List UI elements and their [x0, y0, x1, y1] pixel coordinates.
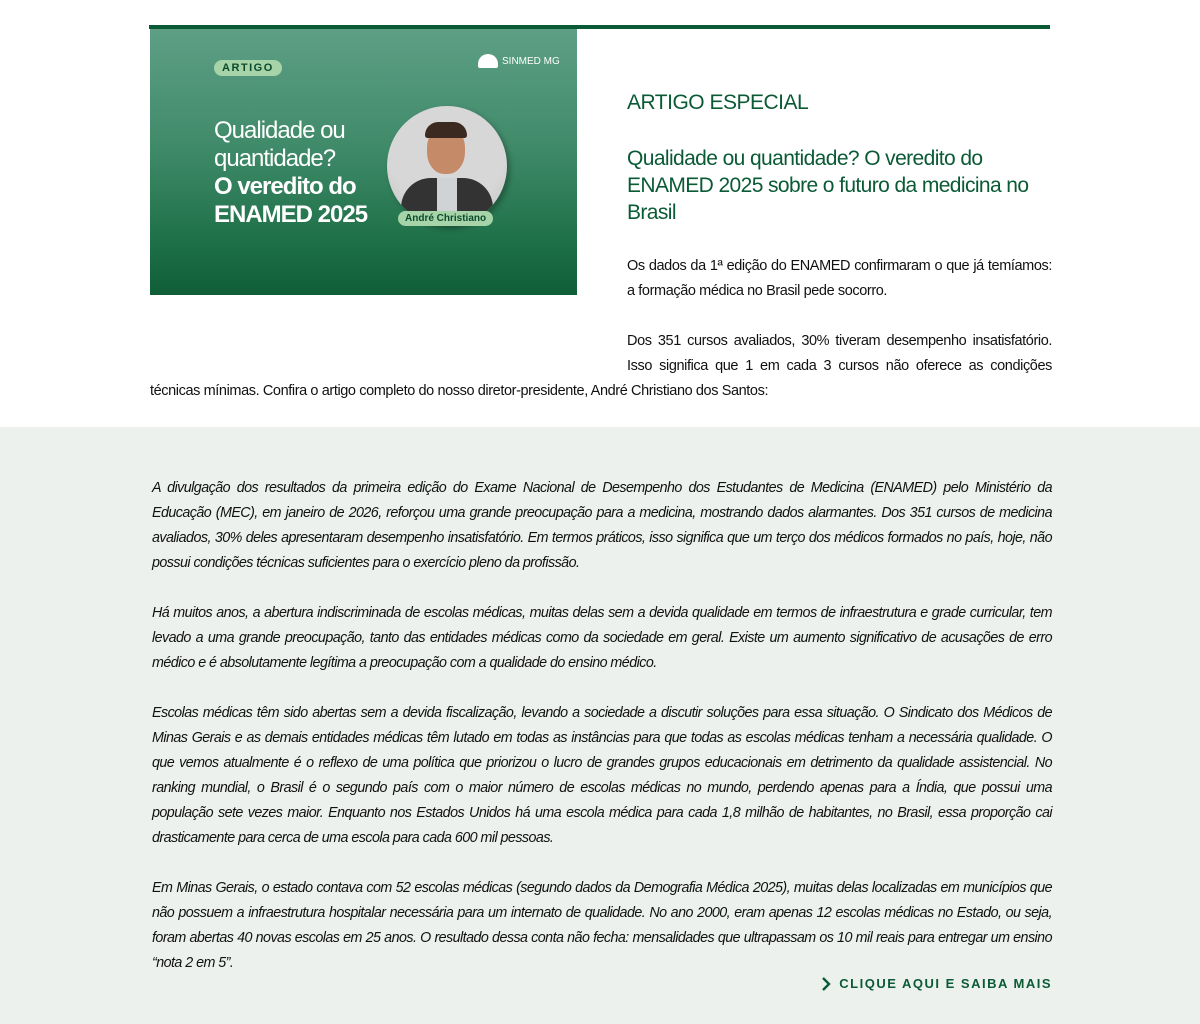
logo-mark-icon	[478, 54, 498, 68]
section-kicker: ARTIGO ESPECIAL	[627, 91, 809, 114]
author-name-badge: André Christiano	[398, 211, 493, 226]
article-paragraph: Escolas médicas têm sido abertas sem a devida fiscalização, levando a sociedade a discutir soluções para essa situação. O Sindicato dos Médicos de Minas Gerais e as demais entidades médicas têm lutado em todas as instâncias para que todas as escolas médicas tenham a necessária qualidade. O que vemos atualmente é o reflexo de uma política que priorizou o lucro de grandes grupos educacionais em detrimento da qualidade assistencial. No ranking mundial, o Brasil é o segundo país com o maior número de escolas médicas no mundo, perdendo apenas para a Índia, que possui uma população sete vezes maior. Enquanto nos Estados Unidos há uma escola médica para cada 1,8 milhão de habitantes, no Brasil, essa proporção cai drasticamente para cerca de uma escola para cada 600 mil pessoas.	[152, 705, 1052, 846]
headline-line: ENAMED 2025	[214, 201, 368, 228]
headline-line: quantidade?	[214, 145, 336, 172]
read-more-link[interactable]	[821, 976, 1052, 991]
chevron-right-icon	[821, 977, 831, 991]
intro-paragraph: Os dados da 1ª edição do ENAMED confirmaram o que já temíamos: a formação médica no Brasil pede socorro.	[627, 258, 1052, 299]
banner-headline	[214, 117, 367, 229]
article-body-section	[0, 427, 1200, 1024]
article-banner-image	[150, 29, 577, 295]
intro-paragraph: Dos 351 cursos avaliados, 30% tiveram desempenho insatisfatório. Isso significa que 1 em cada 3 cursos não oferece as condições técnicas mínimas. Confira o artigo completo do nosso diretor-presidente, André Christiano dos Santos:	[150, 333, 1052, 399]
logo-text: SINMED MG	[502, 55, 560, 67]
banner-tag: ARTIGO	[214, 60, 282, 76]
sinmed-logo	[478, 54, 560, 68]
author-photo	[387, 106, 507, 226]
article-paragraph: A divulgação dos resultados da primeira edição do Exame Nacional de Desempenho dos Estudantes de Medicina (ENAMED) pelo Ministério da Educação (MEC), em janeiro de 2026, reforçou uma grande preocupação para a medicina, mostrando dados alarmantes. Dos 351 cursos de medicina avaliados, 30% deles apresentaram desempenho insatisfatório. Em termos práticos, isso significa que um terço dos médicos formados no país, hoje, não possui condições técnicas suficientes para o exercício pleno da profissão.	[152, 480, 1052, 571]
article-paragraph: Há muitos anos, a abertura indiscriminada de escolas médicas, muitas delas sem a devida qualidade em termos de infraestrutura e grade curricular, tem levado a uma grande preocupação, tanto das entidades médicas como da sociedade em geral. Existe um aumento significativo de acusações de erro médico e é absolutamente legítima a preocupação com a qualidade do ensino médico.	[152, 605, 1052, 671]
headline-line: Qualidade ou	[214, 117, 345, 144]
article-paragraph: Em Minas Gerais, o estado contava com 52 escolas médicas (segundo dados da Demografia Médica 2025), muitas delas localizadas em municípios que não possuem a infraestrutura hospitalar necessária para um internato de qualidade. No ano 2000, eram apenas 12 escolas médicas no Estado, ou seja, foram abertas 40 novas escolas em 25 anos. O resultado dessa conta não fecha: mensalidades que ultrapassam os 10 mil reais para entregar um ensino “nota 2 em 5”.	[152, 880, 1052, 971]
read-more-label: CLIQUE AQUI E SAIBA MAIS	[839, 976, 1052, 991]
article-title: Qualidade ou quantidade? O veredito do ENAMED 2025 sobre o futuro da medicina no Brasil	[627, 147, 1029, 224]
headline-line: O veredito do	[214, 173, 356, 200]
article-header-section	[0, 0, 1200, 427]
